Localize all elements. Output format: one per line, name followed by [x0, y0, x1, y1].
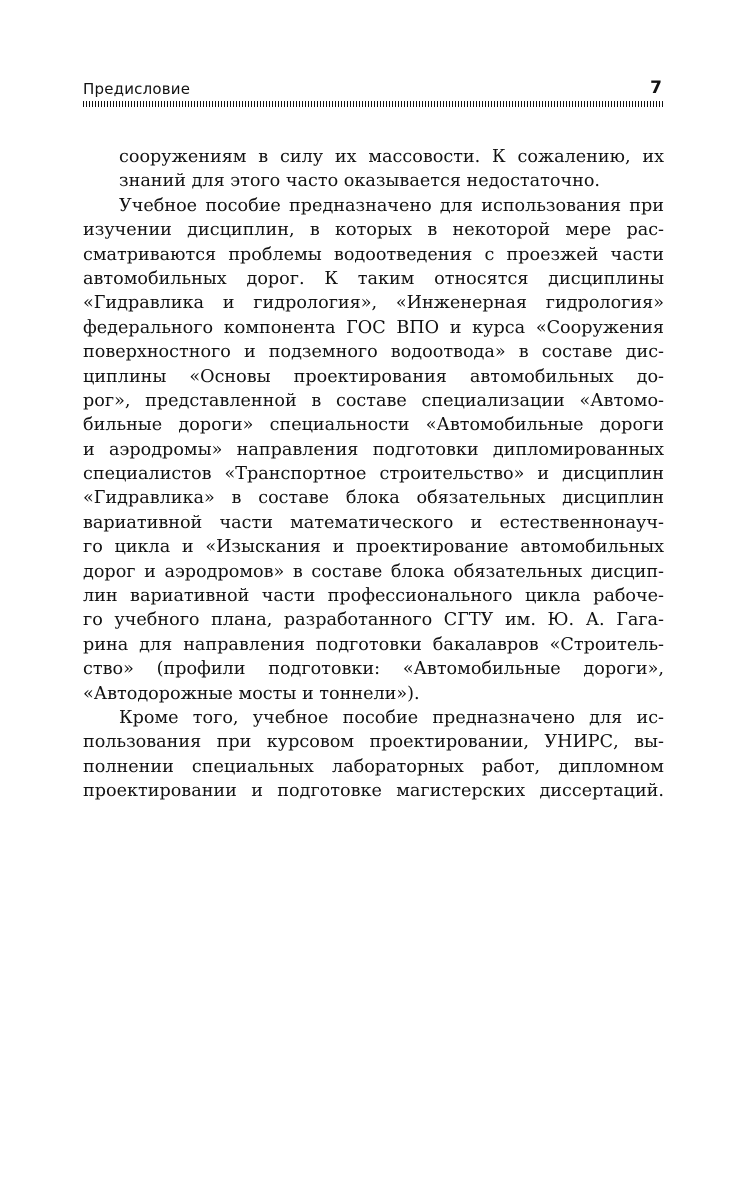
running-header	[83, 78, 664, 100]
text-line: «Гидравлика» в составе блока обязательных дисциплин	[83, 488, 664, 509]
paragraph-1	[83, 145, 664, 194]
paragraph-2	[83, 194, 664, 706]
text-line: сматриваются проблемы водоотведения с проезжей части	[83, 244, 664, 265]
body-text	[83, 145, 664, 804]
page-number: 7	[650, 78, 662, 98]
text-line: сооружениям в силу их массовости. К сожалению, их	[119, 147, 664, 167]
text-line: поверхностного и подземного водоотвода» в составе дис-	[83, 342, 664, 363]
text-line: го цикла и «Изыскания и проектирование автомобильных	[83, 537, 664, 558]
text-line: и аэродромы» направления подготовки дипломированных	[83, 439, 664, 460]
text-line: проектировании и подготовке магистерских диссертаций.	[83, 781, 664, 802]
text-line: изучении дисциплин, в которых в некоторой мере рас-	[83, 220, 664, 241]
text-line: го учебного плана, разработанного СГТУ им. Ю. А. Гага-	[83, 610, 664, 631]
text-line: «Гидравлика и гидрология», «Инженерная гидрология»	[83, 293, 664, 314]
section-title: Предисловие	[83, 80, 191, 98]
text-line: вариативной части математического и естественнонауч-	[83, 512, 664, 533]
text-line: пользования при курсовом проектировании, УНИРС, вы-	[83, 732, 664, 753]
paragraph-3	[83, 706, 664, 804]
text-line: «Автодорожные мосты и тоннели»).	[83, 683, 420, 704]
text-line: автомобильных дорог. К таким относятся дисциплины	[83, 268, 664, 289]
text-line: специалистов «Транспортное строительство» и дисциплин	[83, 464, 664, 485]
text-line: знаний для этого часто оказывается недостаточно.	[119, 171, 601, 192]
text-line: Учебное пособие предназначено для использования при	[119, 195, 664, 216]
text-line: Кроме того, учебное пособие предназначено для ис-	[119, 707, 664, 728]
text-line: федерального компонента ГОС ВПО и курса «Сооружения	[83, 317, 664, 338]
text-line: ство» (профили подготовки: «Автомобильные дороги»,	[83, 659, 664, 680]
text-line: бильные дороги» специальности «Автомобильные дороги	[83, 415, 664, 436]
text-line: рог», представленной в составе специализации «Автомо-	[83, 390, 664, 411]
text-line: дорог и аэродромов» в составе блока обязательных дисцип-	[83, 561, 664, 582]
text-line: рина для направления подготовки бакалавров «Строитель-	[83, 634, 664, 655]
text-line: циплины «Основы проектирования автомобильных до-	[83, 366, 664, 387]
header-rule	[83, 101, 664, 107]
text-line: полнении специальных лабораторных работ, дипломном	[83, 756, 664, 777]
text-line: лин вариативной части профессионального цикла рабоче-	[83, 586, 664, 607]
